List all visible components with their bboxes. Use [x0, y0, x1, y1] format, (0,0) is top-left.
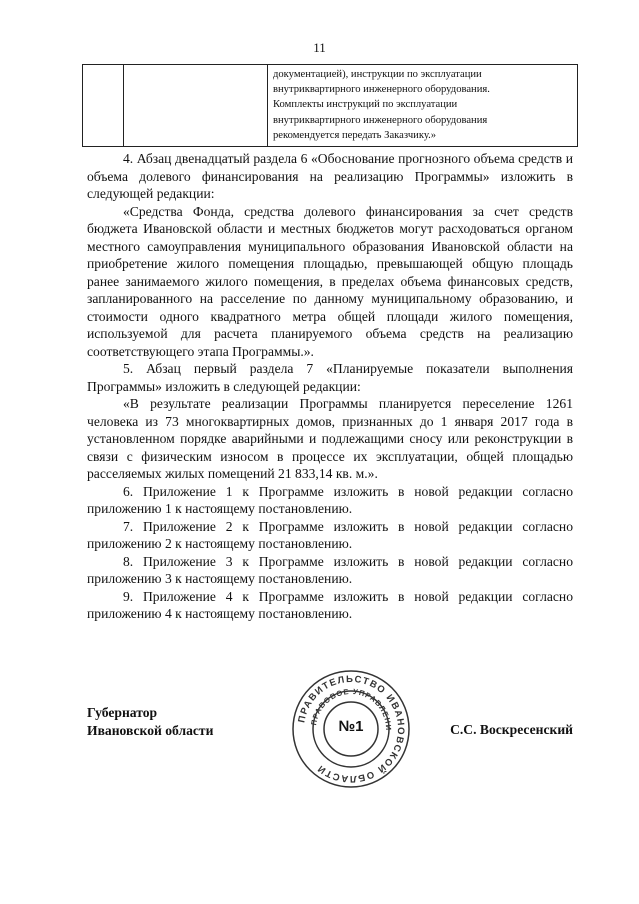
signatory-name: С.С. Воскресенский — [450, 722, 573, 737]
signatory-title-line: Губернатор — [87, 705, 158, 720]
table-cell-2 — [124, 65, 268, 147]
table-cell-line: рекомендуется передать Заказчику.» — [273, 129, 437, 141]
paragraph-item-4: 4. Абзац двенадцатый раздела 6 «Обоснование прогнозного объема средств и объема долевого финансирования на реализацию Программы» изложить в следующей редакции: — [87, 151, 573, 201]
paragraph-item-9: 9. Приложение 4 к Программе изложить в новой редакции согласно приложению 4 к настоящему постановлению. — [87, 588, 573, 621]
paragraph-item-7: 7. Приложение 2 к Программе изложить в новой редакции согласно приложению 2 к настоящему постановлению. — [87, 518, 573, 551]
svg-text:ПРАВОВОЕ УПРАВЛЕНИЕ: ПРАВОВОЕ УПРАВЛЕНИ — [309, 686, 394, 732]
table-cell-line: внутриквартирного инженерного оборудования. — [273, 84, 490, 96]
signatory-title — [87, 704, 213, 740]
table-cell-1 — [83, 65, 124, 147]
document-body — [87, 150, 573, 623]
svg-text:ПРАВИТЕЛЬСТВО ИВАНОВСКОЙ ОБЛАС: ПРАВИТЕЛЬСТВО ИВАНОВСКОЙ ОБЛАСТИ — [296, 673, 407, 785]
signatory-title-line: Ивановской области — [87, 723, 214, 738]
quoted-paragraph-fund: «Средства Фонда, средства долевого финансирования за счет средств бюджета Ивановской области и местных бюджетов могут расходоваться органом местного самоуправления муниципального образования Ивановской области на приобретение жилого помещения площадью, превышающей общую площадь ранее занимаемого жилого помещения, в пределах объема финансовых средств, запланированного на расселение по данному муниципальному образованию, и стоимости одного квадратного метра общей площади жилого помещения, используемой для расчета планируемого объема средств на реализацию соответствующего этапа Программы.». — [87, 203, 573, 359]
stamp-number: №1 — [338, 718, 364, 735]
paragraph-item-5: 5. Абзац первый раздела 7 «Планируемые показатели выполнения Программы» изложить в следующей редакции: — [87, 361, 573, 394]
table-row — [83, 65, 578, 147]
paragraph-item-8: 8. Приложение 3 к Программе изложить в новой редакции согласно приложению 3 к настоящему постановлению. — [87, 553, 573, 586]
continuation-table — [82, 64, 578, 147]
quoted-paragraph-results: «В результате реализации Программы планируется переселение 1261 человека из 73 многоквартирных домов, признанных до 1 января 2017 года в установленном порядке аварийными и подлежащими сносу или реконструкции в связи с физическим износом в процессе их эксплуатации, общей площадью расселяемых жилых помещений 21 833,14 кв. м.». — [87, 396, 573, 481]
official-stamp — [290, 668, 412, 790]
paragraph-item-6: 6. Приложение 1 к Программе изложить в новой редакции согласно приложению 1 к настоящему постановлению. — [87, 483, 573, 516]
signature-block — [87, 673, 573, 804]
table-cell-line: Комплекты инструкций по эксплуатации — [273, 99, 458, 111]
table-cell-line: документацией), инструкции по эксплуатации — [273, 69, 482, 80]
page-number: 11 — [313, 40, 326, 55]
table-cell-line: внутриквартирного инженерного оборудования — [273, 114, 488, 126]
table-cell-3 — [268, 65, 578, 147]
